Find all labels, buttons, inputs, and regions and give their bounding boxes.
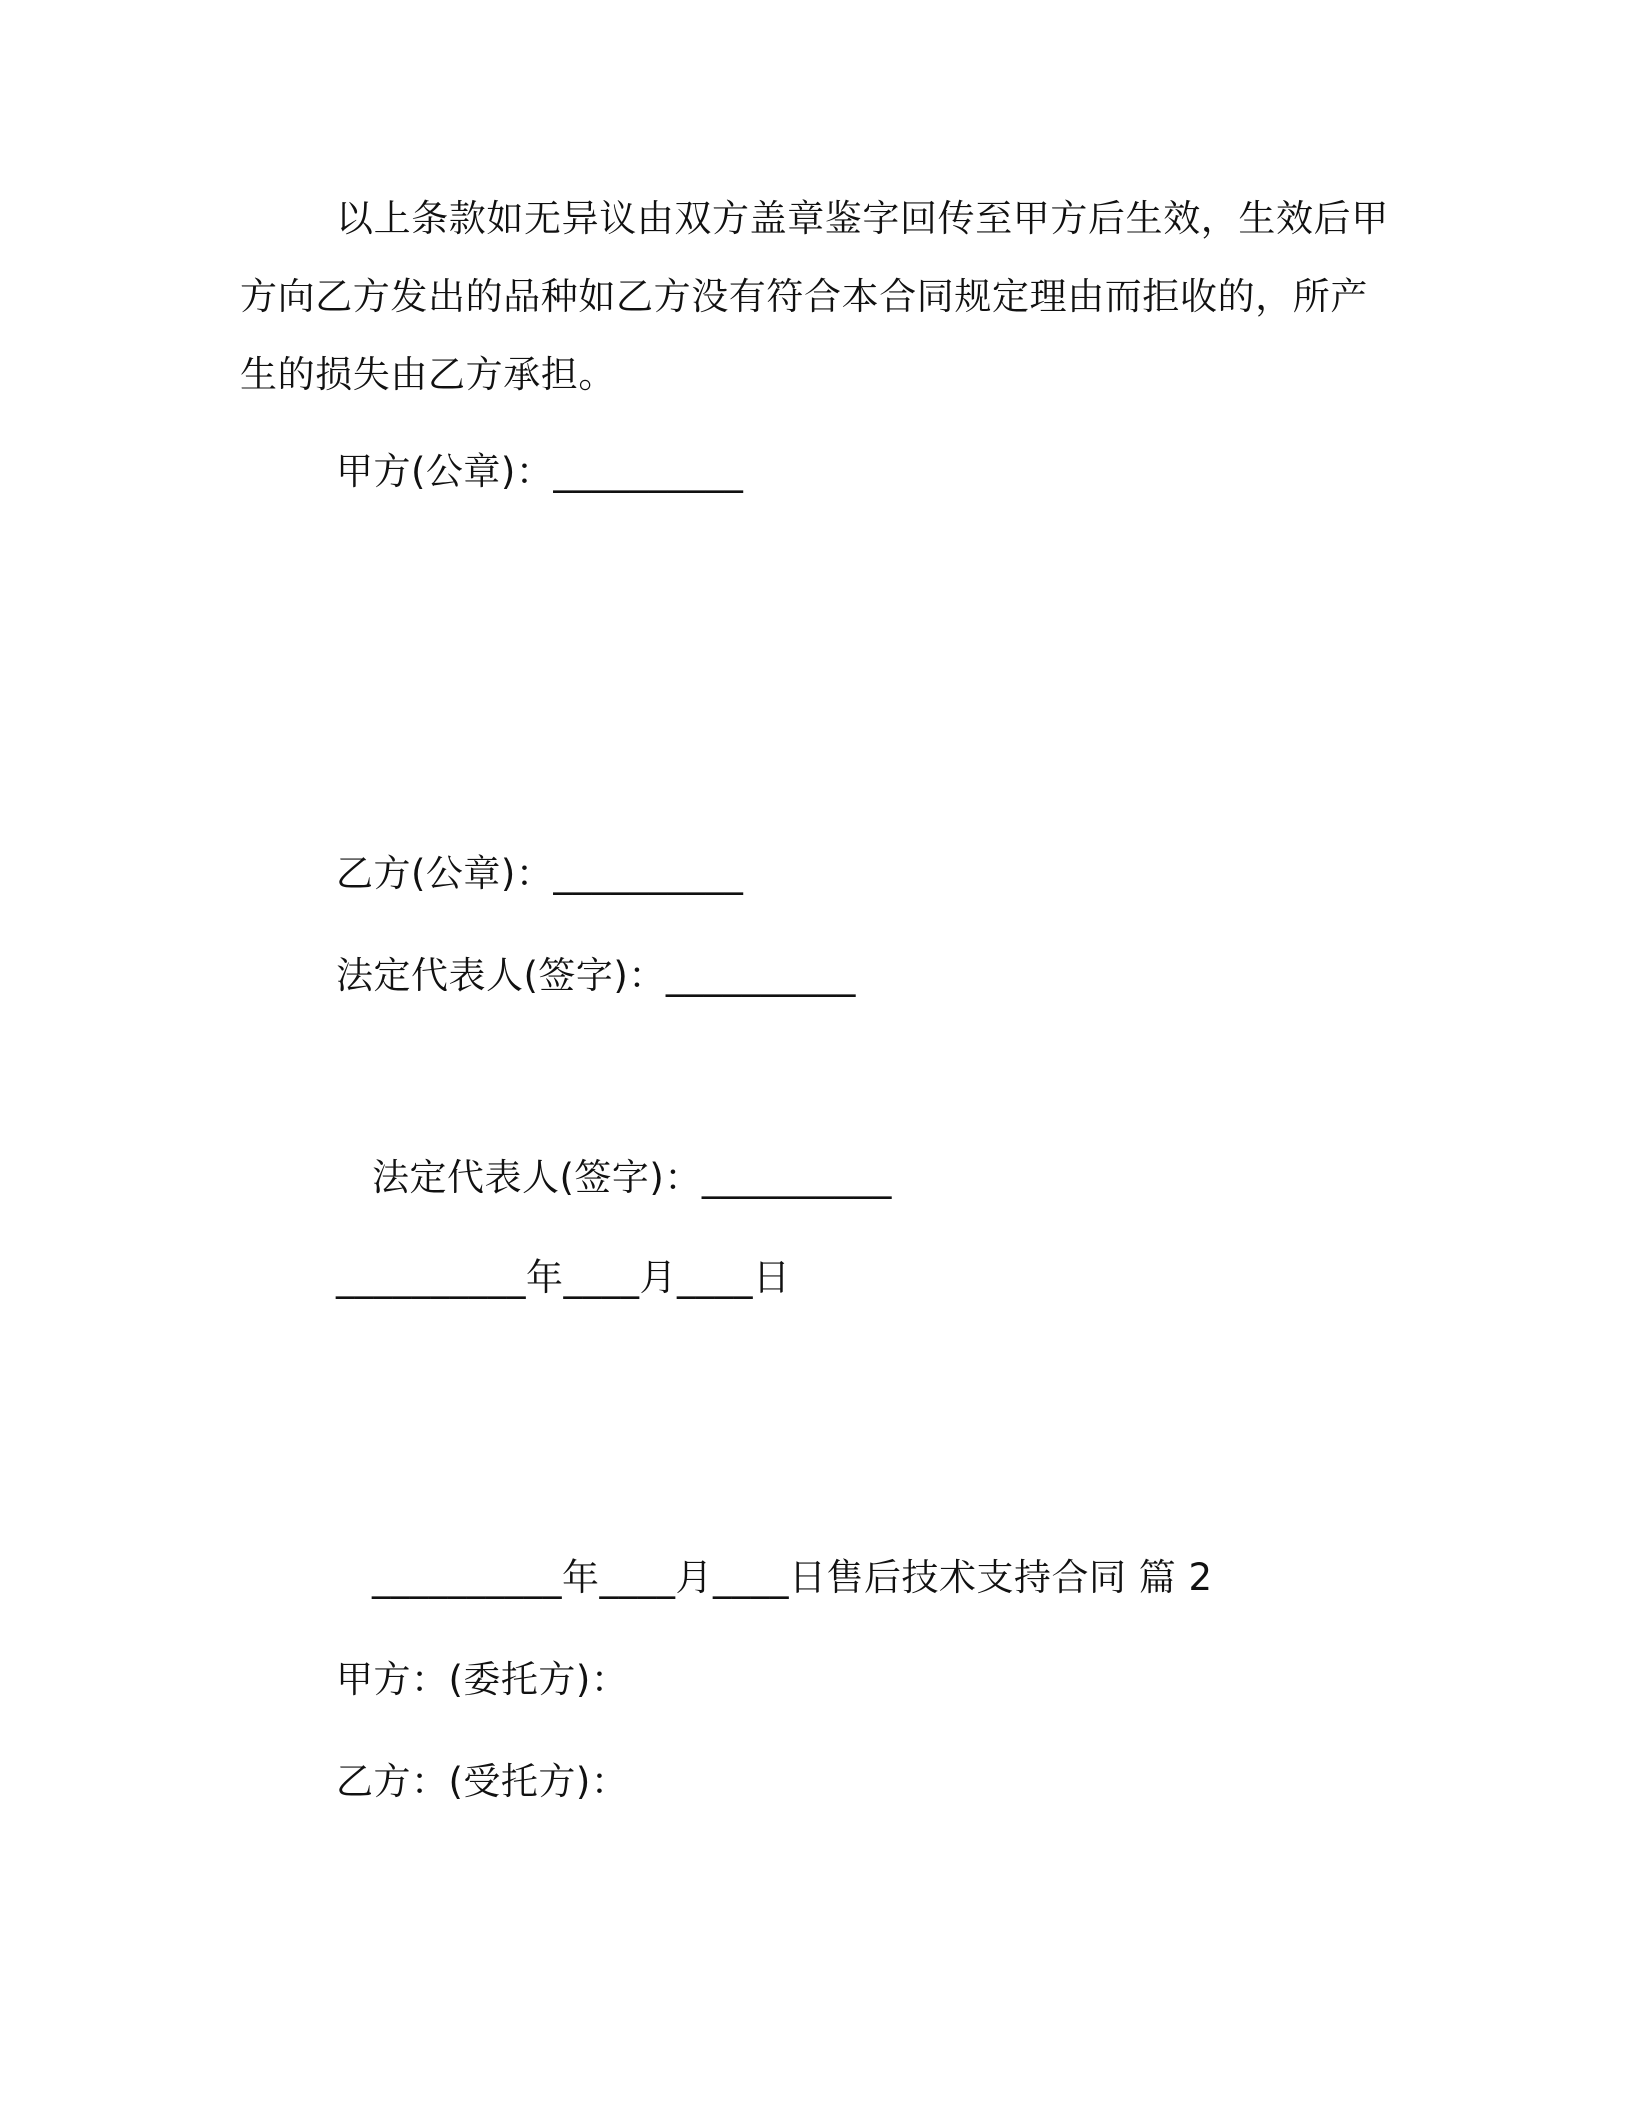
section-title: __________年____月____日售后技术支持合同 篇 2 (372, 1556, 1213, 1599)
paragraph-line-2: 方向乙方发出的品种如乙方没有符合本合同规定理由而拒收的，所产 (240, 275, 1368, 318)
party-a-client-line: 甲方：(委托方)： (336, 1658, 629, 1701)
party-b-seal-line: 乙方(公章)：__________ (336, 852, 744, 895)
party-b-trustee-line: 乙方：(受托方)： (336, 1760, 629, 1803)
legal-representative-line-2: 法定代表人(签字)：__________ (372, 1156, 892, 1199)
signing-date-line: __________年____月____日 (336, 1256, 791, 1299)
legal-representative-line-1: 法定代表人(签字)：__________ (336, 954, 856, 997)
paragraph-line-3: 生的损失由乙方承担。 (240, 353, 616, 396)
paragraph-line-1: 以上条款如无异议由双方盖章鉴字回传至甲方后生效，生效后甲 (336, 197, 1389, 240)
terms-paragraph (240, 180, 1389, 414)
party-a-seal-line: 甲方(公章)：__________ (336, 450, 744, 493)
